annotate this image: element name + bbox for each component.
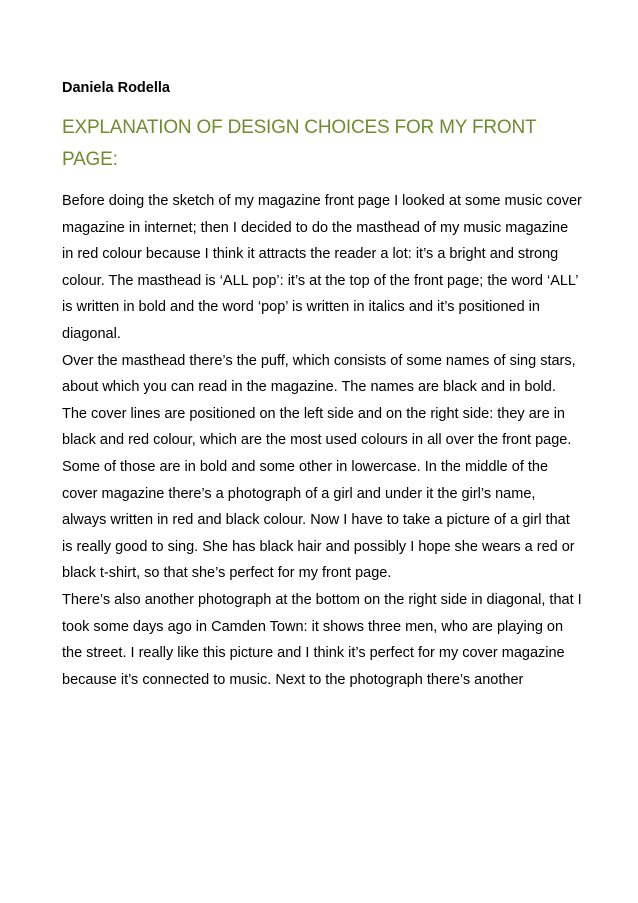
paragraph: Before doing the sketch of my magazine front page I looked at some music cover magazine in internet; then I decided to do the masthead of my music magazine in red colour because I think it attracts the reader a lot: it’s a bright and strong colour. The masthead is ‘ALL pop’: it’s at the top of the front page; the word ‘ALL’ is written in bold and the word ‘pop’ is written in italics and it’s positioned in diagonal. bbox=[62, 193, 582, 342]
heading-line-2: PAGE: bbox=[62, 149, 118, 170]
heading-line-1: EXPLANATION OF DESIGN CHOICES FOR MY FRONT bbox=[62, 117, 537, 138]
author-name: Daniela Rodella bbox=[62, 80, 170, 96]
paragraph: There’s also another photograph at the bottom on the right side in diagonal, that I took some days ago in Camden Town: it shows three men, who are playing on the street. I really like this picture and I think it’s perfect for my cover magazine because it’s connected to music. Next to the photograph there’s another bbox=[62, 591, 582, 688]
document-heading bbox=[62, 112, 582, 176]
paragraph: Over the masthead there’s the puff, which consists of some names of sing stars, about which you can read in the magazine. The names are black and in bold. bbox=[62, 352, 576, 396]
paragraph: The cover lines are positioned on the left side and on the right side: they are in black and red colour, which are the most used colours in all over the front page. Some of those are in bold and some other in lowercase. In the middle of the cover magazine there’s a photograph of a girl and under it the girl’s name, always written in red and black colour. Now I have to take a picture of a girl that is really good to sing. She has black hair and possibly I hope she wears a red or black t-shirt, so that she’s perfect for my front page. bbox=[62, 405, 575, 582]
body-text bbox=[62, 188, 582, 693]
document-page bbox=[62, 76, 582, 693]
